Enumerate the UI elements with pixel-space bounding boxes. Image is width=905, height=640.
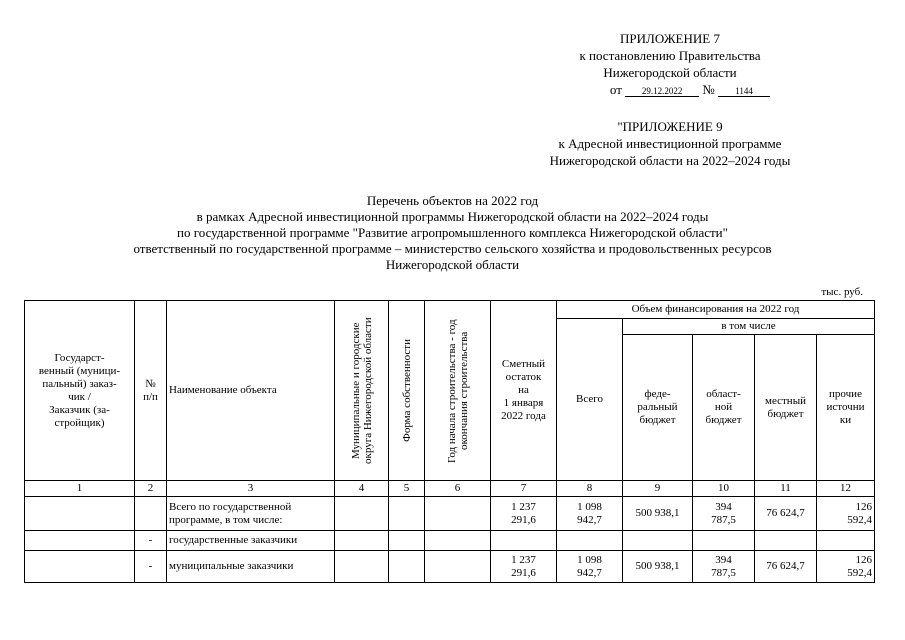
row3-c5 — [389, 551, 425, 583]
header-municipal — [335, 301, 389, 481]
row1-c2 — [135, 497, 167, 531]
col-num-10: 10 — [693, 481, 755, 497]
row3-c4 — [335, 551, 389, 583]
from-label: от — [609, 82, 622, 97]
row1-c11: 76 624,7 — [755, 497, 817, 531]
appendix-7-title: ПРИЛОЖЕНИЕ 7 — [620, 31, 720, 46]
col-num-5: 5 — [389, 481, 425, 497]
row3-c10: 394 787,5 — [693, 551, 755, 583]
header-num: № п/п — [135, 301, 167, 481]
title-line-1: Перечень объектов на 2022 год — [366, 193, 539, 208]
table-row — [25, 531, 875, 551]
header-local: местный бюджет — [755, 335, 817, 481]
row3-c7: 1 237 291,6 — [491, 551, 557, 583]
row2-c3: государственные заказчики — [167, 531, 335, 551]
column-number-row — [25, 481, 875, 497]
row2-c6 — [425, 531, 491, 551]
number-sign: № — [702, 82, 715, 97]
objects-table — [24, 300, 875, 583]
header-funding: Объем финансирования на 2022 год — [557, 301, 875, 319]
title-line-3: по государственной программе "Развитие агропромышленного комплекса Нижегородской области" — [177, 225, 728, 240]
document-title — [0, 193, 905, 273]
col-num-7: 7 — [491, 481, 557, 497]
row2-c8 — [557, 531, 623, 551]
row3-c8: 1 098 942,7 — [557, 551, 623, 583]
row2-c7 — [491, 531, 557, 551]
col-num-9: 9 — [623, 481, 693, 497]
resolution-date: 29.12.2022 — [625, 86, 699, 97]
col-num-3: 3 — [167, 481, 335, 497]
row2-c9 — [623, 531, 693, 551]
header-federal: феде- ральный бюджет — [623, 335, 693, 481]
header-years-text: Год начала строительства - год окончания строительства — [445, 318, 470, 463]
row1-c6 — [425, 497, 491, 531]
row2-c2: - — [135, 531, 167, 551]
resolution-date-line — [520, 81, 860, 98]
header-estimate: Сметный остаток на 1 января 2022 года — [491, 301, 557, 481]
row3-c6 — [425, 551, 491, 583]
col-num-2: 2 — [135, 481, 167, 497]
col-num-11: 11 — [755, 481, 817, 497]
appendix-7-line3: Нижегородской области — [603, 65, 737, 80]
title-line-4: ответственный по государственной программе – министерство сельского хозяйства и продовольственных ресурсов — [133, 241, 772, 256]
header-ownership-text: Форма собственности — [400, 339, 413, 442]
table-row — [25, 551, 875, 583]
row2-c5 — [389, 531, 425, 551]
header-customer: Государст- венный (муници- пальный) заказ- чик / Заказчик (за- стройщик) — [25, 301, 135, 481]
col-num-4: 4 — [335, 481, 389, 497]
row1-c5 — [389, 497, 425, 531]
row3-c11: 76 624,7 — [755, 551, 817, 583]
row1-c12: 126 592,4 — [817, 497, 875, 531]
header-ownership — [389, 301, 425, 481]
row2-c12 — [817, 531, 875, 551]
header-object-name: Наименование объекта — [167, 301, 335, 481]
appendix-9-line3: Нижегородской области на 2022–2024 годы — [549, 153, 791, 168]
col-num-6: 6 — [425, 481, 491, 497]
row2-c10 — [693, 531, 755, 551]
appendix-9-line2: к Адресной инвестиционной программе — [558, 136, 782, 151]
row3-c1 — [25, 551, 135, 583]
row2-c4 — [335, 531, 389, 551]
col-num-8: 8 — [557, 481, 623, 497]
row2-c1 — [25, 531, 135, 551]
row3-c12: 126 592,4 — [817, 551, 875, 583]
row1-c8: 1 098 942,7 — [557, 497, 623, 531]
header-municipal-text: Муниципальные и городские округа Нижегородской области — [349, 317, 374, 464]
header-regional: област- ной бюджет — [693, 335, 755, 481]
title-line-2: в рамках Адресной инвестиционной программы Нижегородской области на 2022–2024 годы — [196, 209, 709, 224]
header-other: прочие источни ки — [817, 335, 875, 481]
resolution-number: 1144 — [718, 86, 770, 97]
header-including: в том числе — [623, 319, 875, 335]
appendix-7-line2: к постановлению Правительства — [579, 48, 761, 63]
row2-c11 — [755, 531, 817, 551]
appendix-9-block — [470, 118, 870, 169]
row1-c7: 1 237 291,6 — [491, 497, 557, 531]
row1-c4 — [335, 497, 389, 531]
col-num-12: 12 — [817, 481, 875, 497]
header-years — [425, 301, 491, 481]
col-num-1: 1 — [25, 481, 135, 497]
header-total: Всего — [557, 319, 623, 481]
row1-c10: 394 787,5 — [693, 497, 755, 531]
title-line-5: Нижегородской области — [385, 257, 520, 272]
appendix-9-title: "ПРИЛОЖЕНИЕ 9 — [617, 119, 723, 134]
table-row — [25, 497, 875, 531]
appendix-7-block — [480, 30, 860, 98]
row1-c3: Всего по государственной программе, в том числе: — [167, 497, 335, 531]
row3-c9: 500 938,1 — [623, 551, 693, 583]
row3-c3: муниципальные заказчики — [167, 551, 335, 583]
row1-c1 — [25, 497, 135, 531]
currency-unit: тыс. руб. — [821, 286, 863, 298]
row3-c2: - — [135, 551, 167, 583]
row1-c9: 500 938,1 — [623, 497, 693, 531]
